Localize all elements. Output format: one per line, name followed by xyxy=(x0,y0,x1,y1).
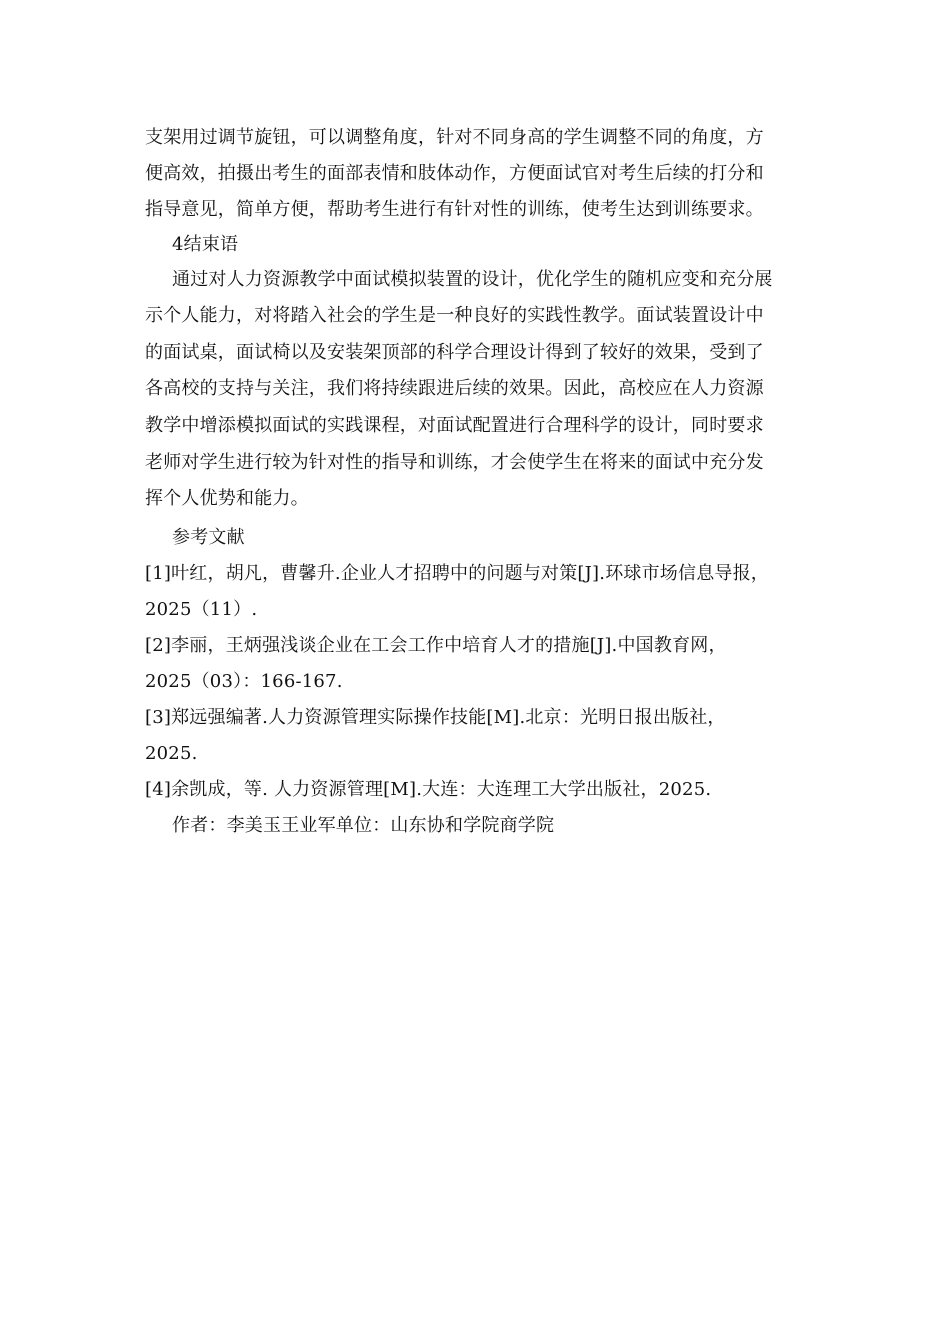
conclusion-line: 挥个人优势和能力。 xyxy=(145,488,309,509)
reference-item: [1]叶红，胡凡，曹馨升.企业人才招聘中的问题与对策[J].环球市场信息导报， xyxy=(145,563,769,584)
conclusion-line: 老师对学生进行较为针对性的指导和训练，才会使学生在将来的面试中充分发 xyxy=(145,452,764,473)
reference-item-continuation: 2025. xyxy=(145,743,198,764)
paragraph-line: 便高效，拍摄出考生的面部表情和肢体动作，方便面试官对考生后续的打分和 xyxy=(145,163,764,184)
reference-item: [3]郑远强编著.人力资源管理实际操作技能[M].北京：光明日报出版社， xyxy=(145,707,726,728)
reference-item-continuation: 2025（03）：166-167. xyxy=(145,671,343,692)
paragraph-line: 指导意见，简单方便，帮助考生进行有针对性的训练，使考生达到训练要求。 xyxy=(145,199,764,220)
conclusion-line: 各高校的支持与关注，我们将持续跟进后续的效果。因此，高校应在人力资源 xyxy=(145,378,764,399)
references-heading: 参考文献 xyxy=(172,527,245,548)
conclusion-line: 教学中增添模拟面试的实践课程，对面试配置进行合理科学的设计，同时要求 xyxy=(145,415,764,436)
section-heading: 4结束语 xyxy=(172,234,239,255)
reference-item: [2]李丽，王炳强浅谈企业在工会工作中培育人才的措施[J].中国教育网， xyxy=(145,635,727,656)
reference-item-continuation: 2025（11）. xyxy=(145,599,258,620)
author-line: 作者：李美玉王业军单位：山东协和学院商学院 xyxy=(172,815,555,836)
reference-item: [4]余凯成，等. 人力资源管理[M].大连：大连理工大学出版社，2025. xyxy=(145,779,712,800)
conclusion-line: 的面试桌，面试椅以及安装架顶部的科学合理设计得到了较好的效果，受到了 xyxy=(145,342,764,363)
conclusion-line: 示个人能力，对将踏入社会的学生是一种良好的实践性教学。面试装置设计中 xyxy=(145,305,764,326)
conclusion-line: 通过对人力资源教学中面试模拟装置的设计，优化学生的随机应变和充分展 xyxy=(172,269,773,290)
paragraph-line: 支架用过调节旋钮，可以调整角度，针对不同身高的学生调整不同的角度，方 xyxy=(145,127,764,148)
